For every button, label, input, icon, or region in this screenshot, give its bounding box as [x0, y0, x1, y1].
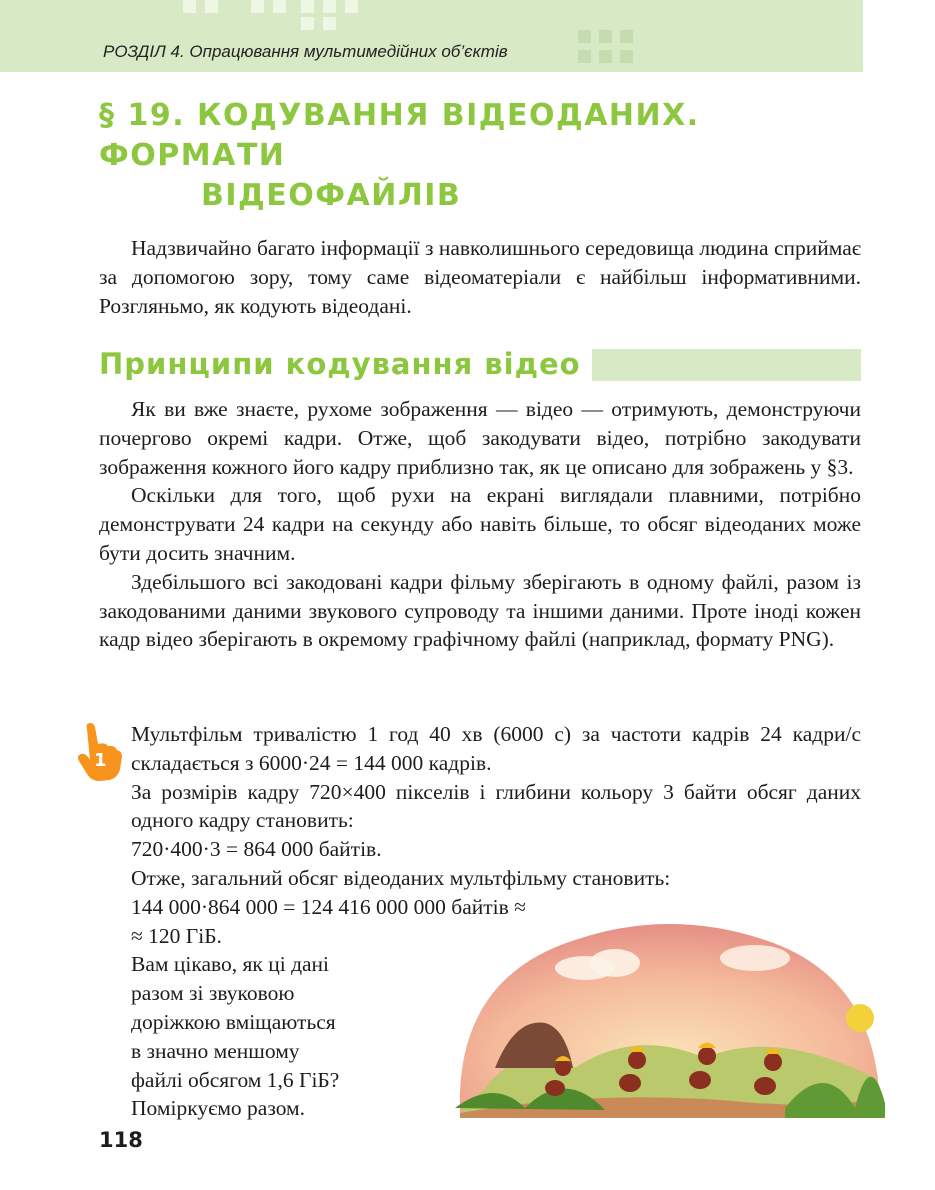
- example-line-2: За розмірів кадру 720×400 пікселів і глибини кольору 3 байти обсяг даних одного кадру становить:: [131, 779, 861, 833]
- body-paragraph-3: Здебільшого всі закодовані кадри фільму зберігають в одному файлі, разом із закодованими даними звукового супроводу та іншими даними. Проте іноді кожен кадр відео зберігають в окремому графічному файлі (наприклад, формату PNG).: [99, 569, 861, 652]
- cartoon-ants-illustration: [455, 918, 885, 1118]
- example-line-6: ≈ 120 ГіБ.: [131, 923, 222, 948]
- body-paragraph-2: Оскільки для того, щоб рухи на екрані виглядали плавними, потрібно демонструвати 24 кадри на секунду або навіть більше, то обсяг відеоданих може бути досить значним.: [99, 483, 861, 565]
- question-line-2: разом зі звуковою: [131, 981, 295, 1006]
- page-number: 118: [99, 1128, 143, 1152]
- chapter-label: РОЗДІЛ 4. Опрацювання мультимедійних об’єктів: [103, 42, 508, 61]
- example-line-3: 720·400·3 = 864 000 байтів.: [131, 837, 382, 862]
- section-heading: Принципи кодування відео: [99, 347, 581, 381]
- example-number: 1: [94, 750, 107, 771]
- question-line-4: в значно меншому: [131, 1038, 300, 1063]
- section-body: [99, 395, 861, 654]
- page-title-line-2: ВІДЕОФАЙЛІВ: [201, 178, 462, 213]
- question-line-3: доріжкою вміщаються: [131, 1009, 336, 1034]
- section-heading-bar: [592, 349, 861, 381]
- intro-text: [99, 234, 861, 320]
- body-paragraph-1: Як ви вже знаєте, рухоме зображення — відео — отримують, демонструючи почергово окремі кадри. Отже, щоб закодувати відео, потрібно закодувати зображення кожного його кадру приблизно так, як це описано для зображень у §3.: [99, 397, 861, 479]
- question-line-1: Вам цікаво, як ці дані: [131, 952, 330, 977]
- intro-paragraph: Надзвичайно багато інформації з навколишнього середовища людина сприймає за допомогою зору, тому саме відеоматеріали є найбільш інформативними. Розгляньмо, як кодують відеодані.: [99, 236, 861, 318]
- example-line-1: Мультфільм тривалістю 1 год 40 хв (6000 с) за частоти кадрів 24 кадри/с складається з 6000·24 = 144 000 кадрів.: [131, 722, 861, 775]
- example-line-4: Отже, загальний обсяг відеоданих мультфільму становить:: [131, 865, 671, 890]
- pointing-hand-icon: [73, 720, 123, 782]
- question-line-5: файлі обсягом 1,6 ГіБ?: [131, 1067, 340, 1092]
- example-line-5: 144 000·864 000 = 124 416 000 000 байтів ≈: [131, 894, 526, 919]
- page-title-line-1: § 19. КОДУВАННЯ ВІДЕОДАНИХ. ФОРМАТИ: [99, 98, 700, 173]
- question-line-6: Поміркуємо разом.: [131, 1096, 306, 1121]
- page-title: [99, 96, 839, 216]
